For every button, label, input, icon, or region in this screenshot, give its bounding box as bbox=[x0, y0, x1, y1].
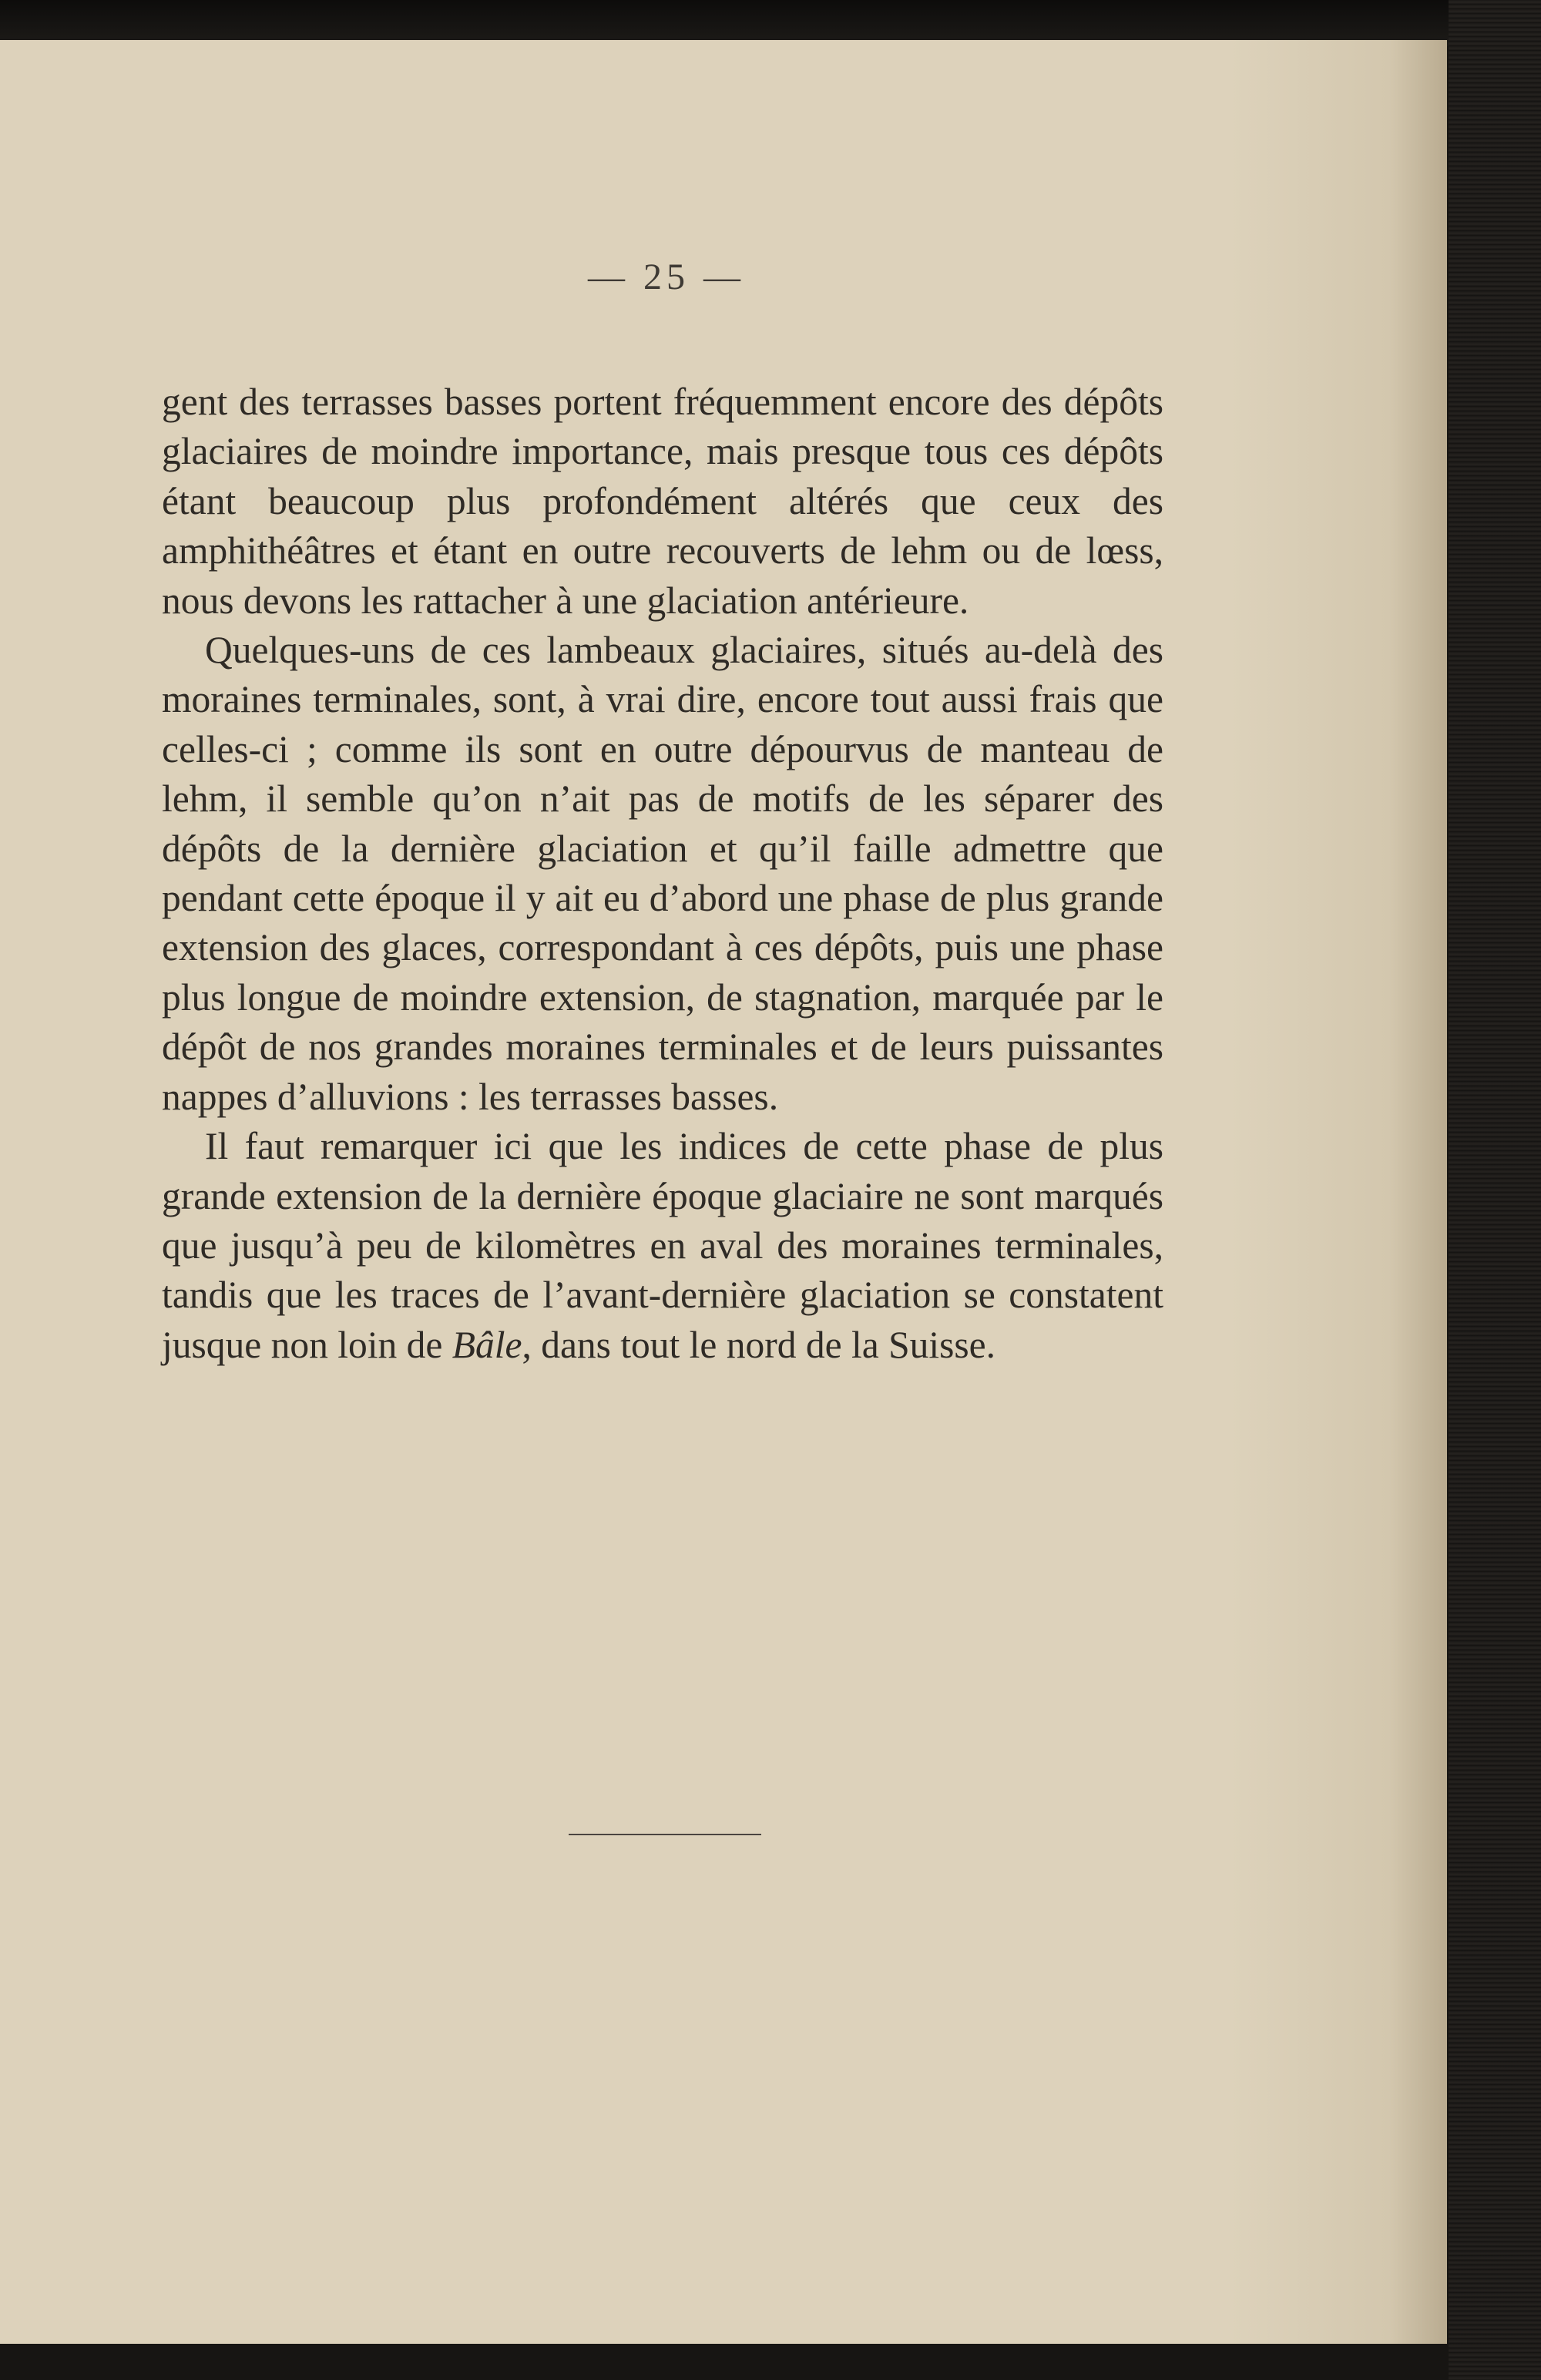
section-end-rule bbox=[569, 1834, 761, 1835]
paragraph-3-ending: , dans tout le nord de la Suisse. bbox=[522, 1323, 995, 1366]
book-top-edge bbox=[0, 0, 1541, 46]
paragraph-3 bbox=[162, 1122, 1163, 1370]
book-binding bbox=[1449, 0, 1541, 2380]
page-number: — 25 — bbox=[588, 257, 745, 297]
body-text bbox=[162, 378, 1163, 1370]
place-name-bale: Bâle bbox=[452, 1323, 522, 1366]
paragraph-1: gent des terrasses basses portent fréquemment encore des dépôts glaciaires de moindre importance, mais presque tous ces dépôts étant beaucoup plus profondément altérés que ceux des amphithéâtres et étant en outre recouverts de lehm ou de lœss, nous devons les rattacher à une glaciation antérieure. bbox=[162, 381, 1163, 622]
paragraph-3-text: Il faut remarquer ici que les indices de cette phase de plus grande extension de la dernière époque glaciaire ne sont marqués que jusqu’à peu de kilomètres en aval des moraines terminales, tandis que les traces de l’avant-dernière glaciation se constatent jusque non loin de bbox=[162, 1125, 1163, 1366]
paragraph-2: Quelques-uns de ces lambeaux glaciaires, situés au-delà des moraines terminales, sont, à vrai dire, encore tout aussi frais que celles-ci ; comme ils sont en outre dépourvus de manteau de lehm, il semble qu’on n’ait pas de motifs de les séparer des dépôts de la dernière glaciation et qu’il faille admettre que pendant cette époque il y ait eu d’abord une phase de plus grande extension des glaces, correspondant à ces dépôts, puis une phase plus longue de moindre extension, de stagnation, marquée par le dépôt de nos grandes moraines terminales et de leurs puissantes nappes d’alluvions : les terrasses basses. bbox=[162, 629, 1163, 1118]
paper-page bbox=[0, 40, 1447, 2344]
